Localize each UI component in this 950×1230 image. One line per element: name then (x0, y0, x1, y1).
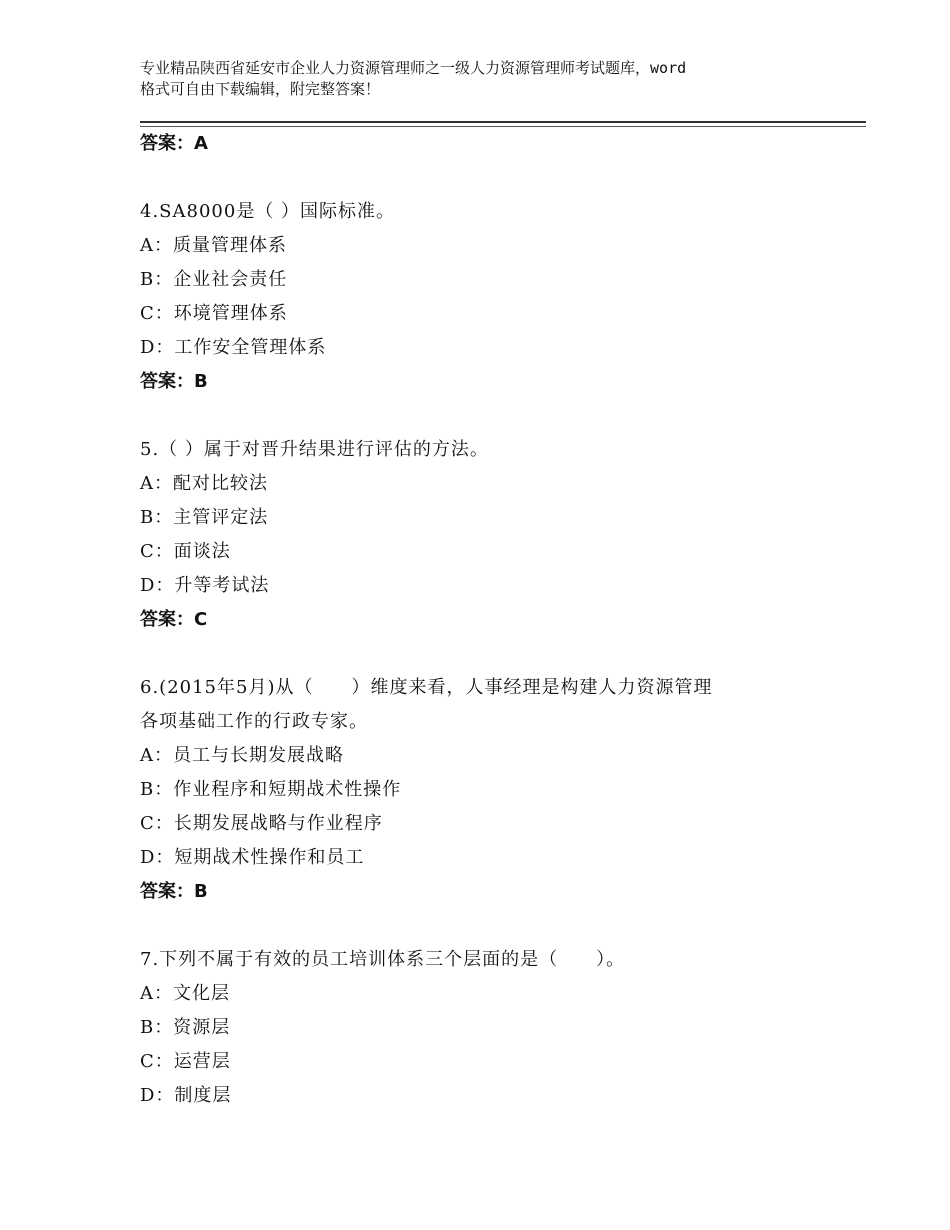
header-rule-thick (140, 121, 866, 123)
option-c: C：面谈法 (140, 541, 231, 562)
option-a: A：配对比较法 (140, 473, 268, 494)
answer: 答案：C (140, 609, 208, 630)
option-b: B：主管评定法 (140, 507, 269, 528)
answer: 答案：B (140, 371, 208, 392)
question-block-4 (140, 195, 830, 399)
option-b: B：资源层 (140, 1017, 231, 1038)
option-a: A：员工与长期发展战略 (140, 745, 344, 766)
question-text-line-2: 各项基础工作的行政专家。 (140, 711, 368, 732)
option-d: D：工作安全管理体系 (140, 337, 327, 358)
option-d: D：升等考试法 (140, 575, 270, 596)
question-text: 7.下列不属于有效的员工培训体系三个层面的是（ ）。 (140, 949, 626, 970)
question-block-6 (140, 671, 830, 909)
question-text: 4.SA8000是（ ）国际标准。 (140, 201, 396, 222)
document-header (140, 58, 830, 100)
option-a: A：文化层 (140, 983, 230, 1004)
question-block-7 (140, 943, 830, 1113)
option-d: D：制度层 (140, 1085, 232, 1106)
question-text-line-1: 6.(2015年5月)从（ ）维度来看，人事经理是构建人力资源管理 (140, 677, 713, 698)
answer-previous: 答案：A (140, 133, 208, 154)
question-list (140, 127, 830, 1113)
question-text: 5.（ ）属于对晋升结果进行评估的方法。 (140, 439, 489, 460)
header-line-2: 格式可自由下载编辑，附完整答案！ (140, 80, 381, 98)
option-c: C：环境管理体系 (140, 303, 288, 324)
option-d: D：短期战术性操作和员工 (140, 847, 365, 868)
answer: 答案：B (140, 881, 208, 902)
option-c: C：长期发展战略与作业程序 (140, 813, 383, 834)
option-a: A：质量管理体系 (140, 235, 287, 256)
question-block-5 (140, 433, 830, 637)
option-c: C：运营层 (140, 1051, 231, 1072)
option-b: B：企业社会责任 (140, 269, 288, 290)
option-b: B：作业程序和短期战术性操作 (140, 779, 402, 800)
header-line-1: 专业精品陕西省延安市企业人力资源管理师之一级人力资源管理师考试题库，word (140, 59, 687, 77)
